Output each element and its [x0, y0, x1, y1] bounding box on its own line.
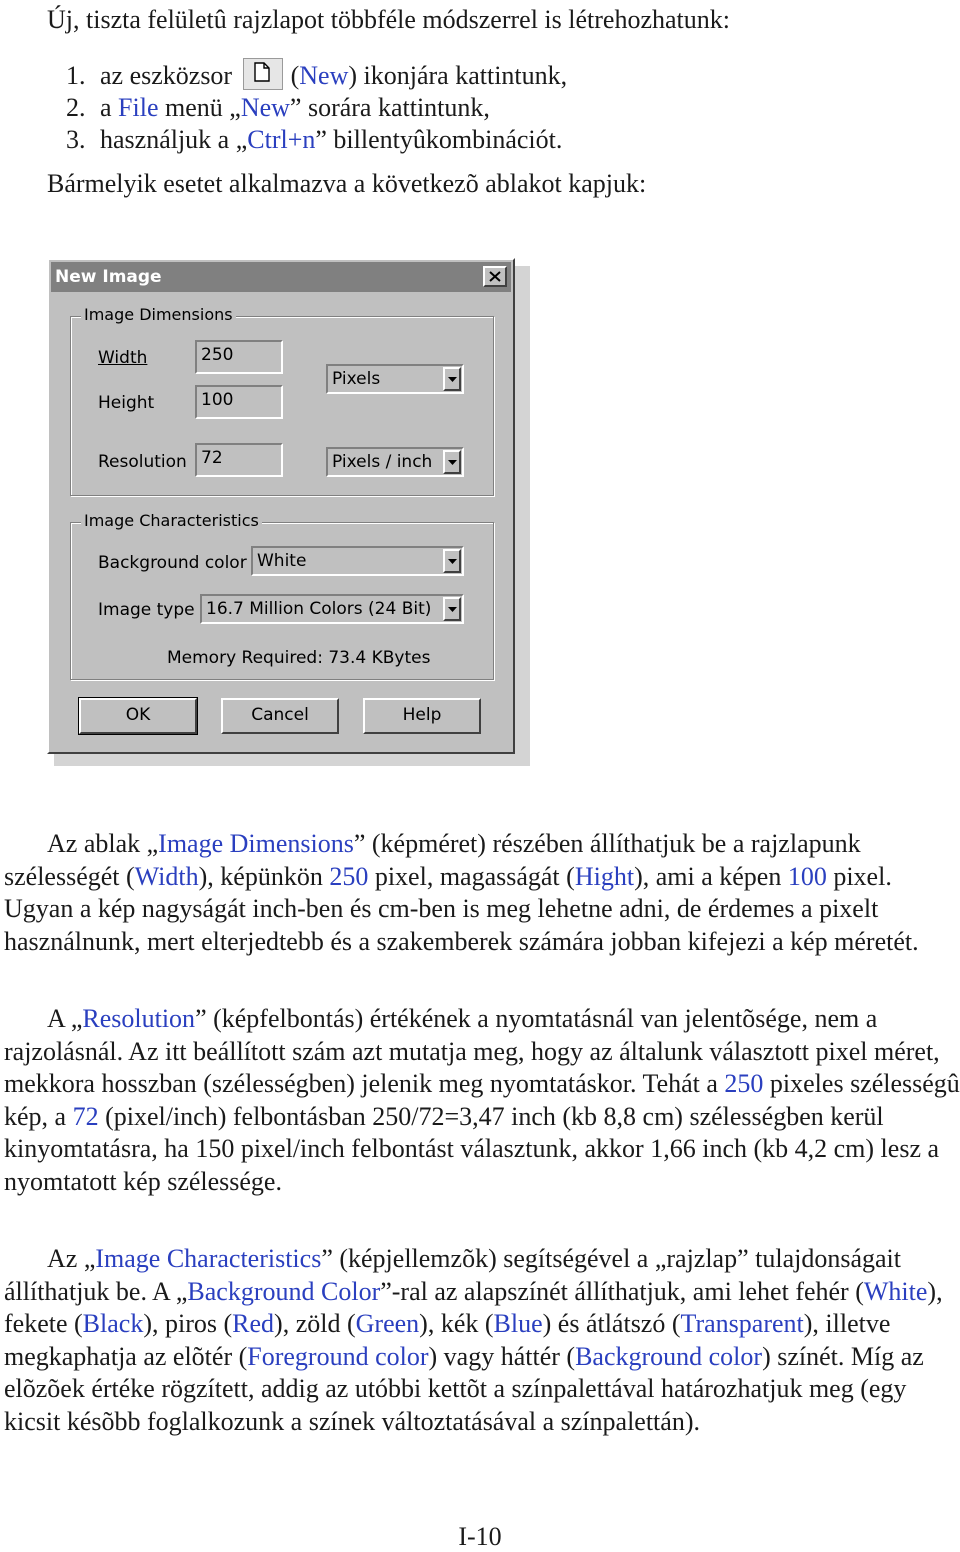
- highlight-term: 100: [787, 861, 827, 891]
- text: A „: [47, 1004, 83, 1033]
- text: ) színét. Míg az elõzõek értéke rögzített, addig az utóbbi kettõt a színpalettával határozhatjuk meg (egy kicsit késõbb foglalkozunk a színek változtatásával a színpalettán).: [4, 1341, 924, 1436]
- list-text: menü „: [158, 93, 241, 122]
- text: ) vagy háttér (: [428, 1341, 576, 1371]
- highlight-term: Blue: [493, 1309, 543, 1338]
- highlight-term: Transparent: [680, 1309, 804, 1338]
- image-type-select[interactable]: [200, 594, 464, 624]
- resolution-field[interactable]: 72: [195, 443, 283, 477]
- dropdown-arrow-icon[interactable]: [443, 549, 461, 573]
- list-text: (: [290, 61, 300, 90]
- intro-text: Új, tiszta felületû rajzlapot többféle módszerrel is létrehozhatunk:: [47, 5, 730, 34]
- page-number: I-10: [458, 1522, 502, 1551]
- new-document-icon: [243, 58, 283, 90]
- ok-button[interactable]: OK: [79, 698, 197, 734]
- dialog-title: New Image: [55, 267, 162, 287]
- highlight-term: White: [863, 1276, 928, 1306]
- highlight-term: 250: [724, 1069, 764, 1098]
- text: pixel, magasságát (: [368, 861, 575, 891]
- list-number: 2.: [66, 93, 86, 122]
- highlight-term: Width: [134, 861, 199, 891]
- text: Az „: [47, 1244, 96, 1273]
- height-label: Height: [98, 393, 155, 413]
- height-field[interactable]: 100: [195, 385, 283, 419]
- memory-required-text: Memory Required: 73.4 KBytes: [167, 648, 431, 668]
- image-type-label: Image type: [98, 600, 195, 620]
- highlight-term: Red: [232, 1309, 275, 1338]
- highlight-term: 72: [72, 1101, 99, 1131]
- outro-text: Bármelyik esetet alkalmazva a következõ ablakot kapjuk:: [47, 169, 647, 198]
- list-text: az eszközsor: [100, 61, 233, 90]
- highlight-term: 250: [329, 861, 369, 891]
- close-button[interactable]: [483, 266, 507, 287]
- list-item: [66, 124, 567, 156]
- width-field[interactable]: 250: [195, 340, 283, 374]
- highlight-term: Green: [355, 1309, 420, 1338]
- text: ” (képméret) részében állíthatjuk be a rajzlapunk szélességét (: [4, 829, 861, 891]
- text: pixeles szélességû kép, a: [4, 1069, 960, 1131]
- background-color-label: Background color: [98, 553, 247, 573]
- text: ”-ral az alapszínét állíthatjuk, ami lehet fehér (: [380, 1276, 864, 1306]
- list-item: [66, 58, 567, 92]
- list-text: ” sorára kattintunk,: [289, 93, 490, 122]
- resolution-label: Resolution: [98, 452, 187, 472]
- resolution-unit-select[interactable]: [326, 447, 464, 477]
- text: ), ami a képen: [634, 861, 788, 891]
- list-text: használjuk a „: [100, 125, 248, 154]
- close-icon: [489, 271, 501, 282]
- text: (pixel/inch) felbontásban 250/72=3,47 inch (kb 8,8 cm) szélességben kerül kinyomtatásra, ha 150 pixel/inch felbontást választunk, akkor 1,66 inch (kb 4,2 cm) lesz a nyomtatott kép szélessége.: [4, 1101, 940, 1196]
- text: ) és átlátszó (: [542, 1309, 681, 1338]
- list-text: ” billentyûkombinációt.: [315, 125, 563, 154]
- highlight-term: Black: [82, 1309, 144, 1338]
- highlight-term: Foreground color: [247, 1341, 429, 1371]
- image-characteristics-paragraph: [4, 1243, 960, 1438]
- resolution-paragraph: [4, 1003, 960, 1198]
- text: pixel. Ugyan a kép nagyságát inch-ben és cm-ben is meg lehetne adni, de érdemes a pixelt használnunk, mert elterjedtebb és a szakemberek számára jobban kifejezi a kép méretét.: [4, 861, 919, 956]
- new-image-dialog: [47, 258, 515, 754]
- resolution-unit-value: Pixels / inch: [332, 452, 433, 472]
- text: ), illetve megkaphatja az elõtér (: [4, 1309, 891, 1371]
- list-text: ) ikonjára kattintunk,: [348, 61, 568, 90]
- highlight-file: File: [118, 93, 159, 122]
- highlight-new: New: [299, 61, 349, 90]
- group-label: Image Characteristics: [81, 511, 262, 530]
- dialog-titlebar[interactable]: [51, 262, 511, 292]
- highlight-term: Background color: [575, 1341, 763, 1371]
- list-number: 3.: [66, 125, 86, 154]
- highlight-term: Resolution: [82, 1004, 196, 1033]
- highlight-new: New: [240, 93, 290, 122]
- text: ), piros (: [143, 1309, 233, 1338]
- highlight-term: Background Color: [187, 1276, 381, 1306]
- help-button[interactable]: Help: [363, 698, 481, 734]
- highlight-term: Image Characteristics: [95, 1244, 322, 1273]
- image-type-value: 16.7 Million Colors (24 Bit): [206, 599, 432, 619]
- text: ), zöld (: [274, 1309, 356, 1338]
- image-dimensions-paragraph: [4, 828, 960, 958]
- text: Az ablak „: [47, 829, 159, 858]
- text: ” (képfelbontás) értékének a nyomtatásnál van jelentõsége, nem a rajzolásnál. Az itt beállított szám azt mutatja meg, hogy az általunk választott pixel méret, mekkora hosszban (szélességben) jelenik meg nyomtatáskor. Tehát a: [4, 1004, 940, 1098]
- list-item: [66, 92, 567, 124]
- group-label: Image Dimensions: [81, 305, 236, 324]
- dropdown-arrow-icon[interactable]: [443, 367, 461, 391]
- text: ), képünkön: [198, 861, 330, 891]
- highlight-ctrl-n: Ctrl+n: [247, 125, 316, 154]
- width-label: Width: [98, 348, 148, 368]
- cancel-button[interactable]: Cancel: [221, 698, 339, 734]
- list-number: 1.: [66, 61, 86, 90]
- text: ” (képjellemzõk) segítségével a „rajzlap” tulajdonságait állíthatjuk be. A „: [4, 1244, 901, 1306]
- background-color-value: White: [257, 551, 307, 571]
- dropdown-arrow-icon[interactable]: [443, 450, 461, 474]
- highlight-term: Image Dimensions: [158, 829, 354, 858]
- size-unit-select[interactable]: [326, 364, 464, 394]
- highlight-term: Hight: [574, 861, 635, 891]
- background-color-select[interactable]: [251, 546, 464, 576]
- text: ), kék (: [419, 1309, 494, 1338]
- text: ), fekete (: [4, 1276, 943, 1338]
- size-unit-value: Pixels: [332, 369, 381, 389]
- list-text: a: [100, 93, 119, 122]
- method-list: [66, 58, 567, 156]
- dropdown-arrow-icon[interactable]: [443, 597, 461, 621]
